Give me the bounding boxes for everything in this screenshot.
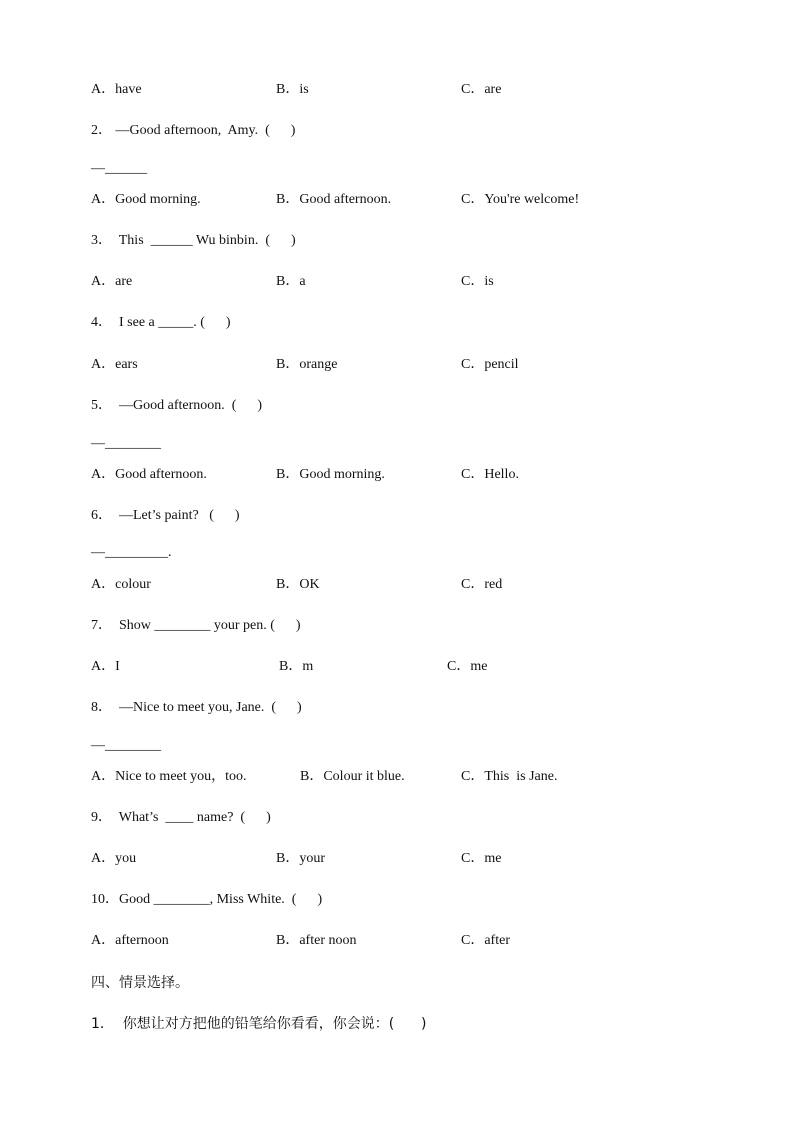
q5-option-c: C．Hello.	[461, 467, 519, 482]
question-9: 9． What’s ____ name? ( )	[91, 810, 271, 825]
question-5: 5． —Good afternoon. ( )	[91, 398, 263, 413]
q9-option-c: C．me	[461, 851, 502, 866]
question-7: 7． Show ________ your pen. ( )	[91, 618, 301, 633]
q6-option-a: A．colour	[91, 577, 151, 592]
q4-option-a: A．ears	[91, 357, 138, 372]
q3-option-c: C．is	[461, 274, 494, 289]
q4-option-b: B．orange	[276, 357, 338, 372]
q8-option-a: A．Nice to meet you，too.	[91, 769, 247, 784]
q8-option-c: C．This is Jane.	[461, 769, 558, 784]
question-8-answer-blank: —________	[91, 738, 161, 753]
question-10: 10．Good ________, Miss White. ( )	[91, 892, 323, 907]
q5-option-a: A．Good afternoon.	[91, 467, 207, 482]
q7-option-b: B．m	[279, 659, 314, 674]
q3-option-a: A．are	[91, 274, 133, 289]
q8-option-b: B．Colour it blue.	[300, 769, 405, 784]
section-4-question-1: 1． 你想让对方把他的铅笔给你看看，你会说：( )	[91, 1016, 427, 1032]
q10-option-b: B．after noon	[276, 933, 357, 948]
section-4-heading: 四、情景选择。	[91, 975, 189, 991]
question-3: 3． This ______ Wu binbin. ( )	[91, 233, 296, 248]
question-2: 2． —Good afternoon, Amy. ( )	[91, 123, 296, 138]
q2-option-c: C．You're welcome!	[461, 192, 580, 207]
q2-option-a: A．Good morning.	[91, 192, 201, 207]
q9-option-a: A．you	[91, 851, 137, 866]
q5-option-b: B．Good morning.	[276, 467, 385, 482]
question-6-answer-blank: —_________.	[91, 545, 172, 560]
q1-option-a: A．have	[91, 82, 142, 97]
q4-option-c: C．pencil	[461, 357, 519, 372]
q6-option-c: C．red	[461, 577, 503, 592]
question-4: 4． I see a _____. ( )	[91, 315, 231, 330]
q10-option-c: C．after	[461, 933, 510, 948]
q6-option-b: B．OK	[276, 577, 320, 592]
q7-option-a: A．I	[91, 659, 120, 674]
q10-option-a: A．afternoon	[91, 933, 169, 948]
q1-option-b: B．is	[276, 82, 309, 97]
question-5-answer-blank: —________	[91, 436, 161, 451]
q3-option-b: B．a	[276, 274, 306, 289]
q7-option-c: C．me	[447, 659, 488, 674]
q1-option-c: C．are	[461, 82, 502, 97]
q2-option-b: B．Good afternoon.	[276, 192, 392, 207]
question-6: 6． —Let’s paint? ( )	[91, 508, 240, 523]
question-2-answer-blank: —______	[91, 161, 147, 176]
question-8: 8． —Nice to meet you, Jane. ( )	[91, 700, 302, 715]
q9-option-b: B．your	[276, 851, 325, 866]
